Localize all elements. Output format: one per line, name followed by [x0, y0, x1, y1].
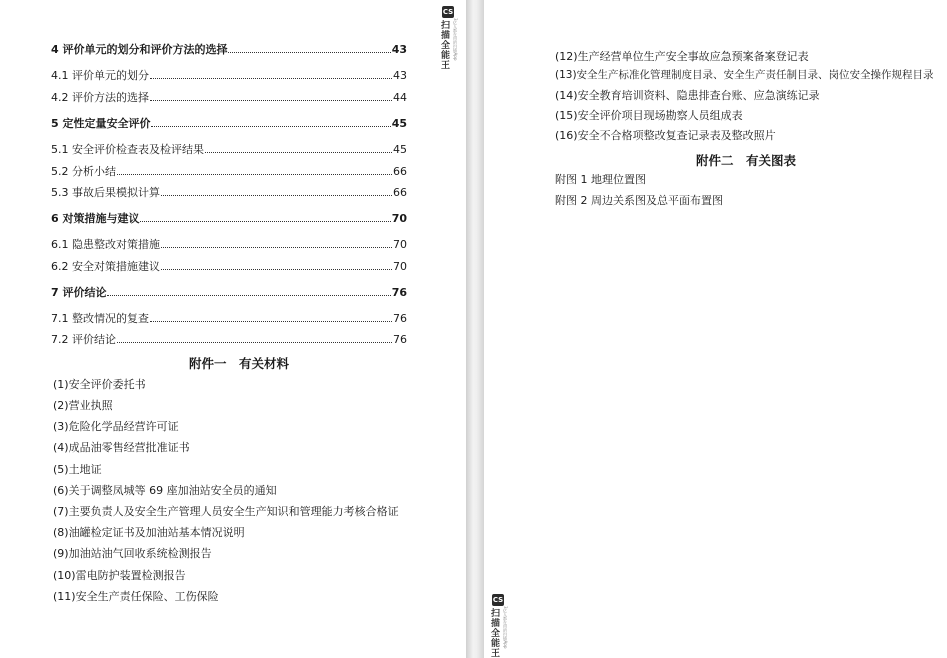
appendix-item: (7)主要负责人及安全生产管理人员安全生产知识和管理能力考核合格证: [53, 505, 399, 518]
toc-entry-title: 4.2 评价方法的选择: [51, 91, 149, 104]
appendix-item: (15)安全评价项目现场勘察人员组成表: [555, 109, 743, 122]
toc-entry[interactable]: [51, 186, 407, 199]
left-page: [0, 0, 466, 658]
toc-entry[interactable]: [51, 91, 407, 104]
appendix-item: (11)安全生产责任保险、工伤保险: [53, 590, 219, 603]
toc-leader-dots: [161, 194, 392, 196]
appendix-item: (12)生产经营单位生产安全事故应急预案备案登记表: [555, 50, 809, 63]
appendix-item: (9)加油站油气回收系统检测报告: [53, 547, 212, 560]
toc-entry-page: 44: [393, 91, 407, 104]
toc-leader-dots: [150, 320, 392, 322]
toc-leader-dots: [161, 246, 392, 248]
toc-entry-title: 7.2 评价结论: [51, 333, 116, 346]
watermark-tagline: 3亿人都在用的扫描App: [453, 18, 458, 61]
watermark-name: 扫描全能王: [489, 608, 499, 658]
toc-entry-title: 5 定性定量安全评价: [51, 117, 151, 130]
toc-leader-dots: [151, 125, 390, 127]
appendix-figure-item: 附图 1 地理位置图: [555, 173, 646, 186]
toc-leader-dots: [150, 77, 392, 79]
appendix-item: (14)安全教育培训资料、隐患排查台账、应急演练记录: [555, 89, 820, 102]
toc-entry[interactable]: [51, 260, 407, 273]
toc-entry-page: 43: [391, 43, 407, 56]
toc-entry[interactable]: [51, 165, 407, 178]
scanner-watermark: [488, 594, 508, 658]
appendix2-heading: 附件二 有关图表: [696, 153, 797, 168]
appendix-item: (5)土地证: [53, 463, 102, 476]
toc-entry-page: 76: [391, 286, 407, 299]
toc-leader-dots: [140, 220, 390, 222]
appendix-item: (2)营业执照: [53, 399, 113, 412]
camscanner-logo-icon: CS: [492, 596, 504, 604]
toc-entry[interactable]: [51, 43, 407, 56]
toc-entry[interactable]: [51, 212, 407, 225]
toc-entry-title: 7 评价结论: [51, 286, 107, 299]
toc-entry[interactable]: [51, 117, 407, 130]
appendix-item: (10)雷电防护装置检测报告: [53, 569, 186, 582]
toc-leader-dots: [161, 268, 392, 270]
toc-entry[interactable]: [51, 312, 407, 325]
toc-entry-title: 5.1 安全评价检查表及检评结果: [51, 143, 204, 156]
toc-entry-page: 43: [393, 69, 407, 82]
toc-leader-dots: [228, 51, 390, 53]
appendix-figure-item: 附图 2 周边关系图及总平面布置图: [555, 194, 723, 207]
toc-entry-title: 4.1 评价单元的划分: [51, 69, 149, 82]
toc-entry-page: 45: [391, 117, 407, 130]
toc-entry[interactable]: [51, 143, 407, 156]
toc-entry-page: 66: [393, 186, 407, 199]
toc-entry[interactable]: [51, 69, 407, 82]
toc-entry-title: 5.3 事故后果模拟计算: [51, 186, 160, 199]
toc-leader-dots: [107, 294, 390, 296]
toc-entry[interactable]: [51, 333, 407, 346]
toc-entry-page: 76: [393, 333, 407, 346]
toc-entry-page: 70: [393, 238, 407, 251]
toc-entry-page: 66: [393, 165, 407, 178]
toc-entry[interactable]: [51, 286, 407, 299]
toc-entry-page: 45: [393, 143, 407, 156]
toc-entry-title: 6.1 隐患整改对策措施: [51, 238, 160, 251]
watermark-name: 扫描全能王: [439, 20, 449, 70]
appendix-item: (8)油罐检定证书及加油站基本情况说明: [53, 526, 245, 539]
appendix-item: (3)危险化学品经营许可证: [53, 420, 179, 433]
scanner-watermark: [438, 6, 458, 70]
watermark-tagline: 3亿人都在用的扫描App: [503, 606, 508, 649]
toc-entry-title: 6 对策措施与建议: [51, 212, 140, 225]
toc-leader-dots: [117, 341, 392, 343]
toc-leader-dots: [150, 99, 392, 101]
page-gutter: [466, 0, 484, 658]
appendix-item: (16)安全不合格项整改复查记录表及整改照片: [555, 129, 776, 142]
toc-entry-page: 76: [393, 312, 407, 325]
toc-entry[interactable]: [51, 238, 407, 251]
toc-entry-page: 70: [391, 212, 407, 225]
toc-entry-title: 4 评价单元的划分和评价方法的选择: [51, 43, 228, 56]
appendix-item: (13)安全生产标准化管理制度目录、安全生产责任制目录、岗位安全操作规程目录: [555, 69, 934, 81]
toc-entry-title: 5.2 分析小结: [51, 165, 116, 178]
toc-leader-dots: [205, 151, 392, 153]
toc-entry-title: 7.1 整改情况的复查: [51, 312, 149, 325]
toc-entry-title: 6.2 安全对策措施建议: [51, 260, 160, 273]
toc-entry-page: 70: [393, 260, 407, 273]
appendix-item: (4)成品油零售经营批准证书: [53, 441, 190, 454]
camscanner-logo-icon: CS: [442, 8, 454, 16]
toc-leader-dots: [117, 173, 392, 175]
appendix-item: (1)安全评价委托书: [53, 378, 146, 391]
appendix-item: (6)关于调整凤城等 69 座加油站安全员的通知: [53, 484, 277, 497]
appendix1-heading: 附件一 有关材料: [189, 356, 290, 371]
right-page: [484, 0, 947, 658]
